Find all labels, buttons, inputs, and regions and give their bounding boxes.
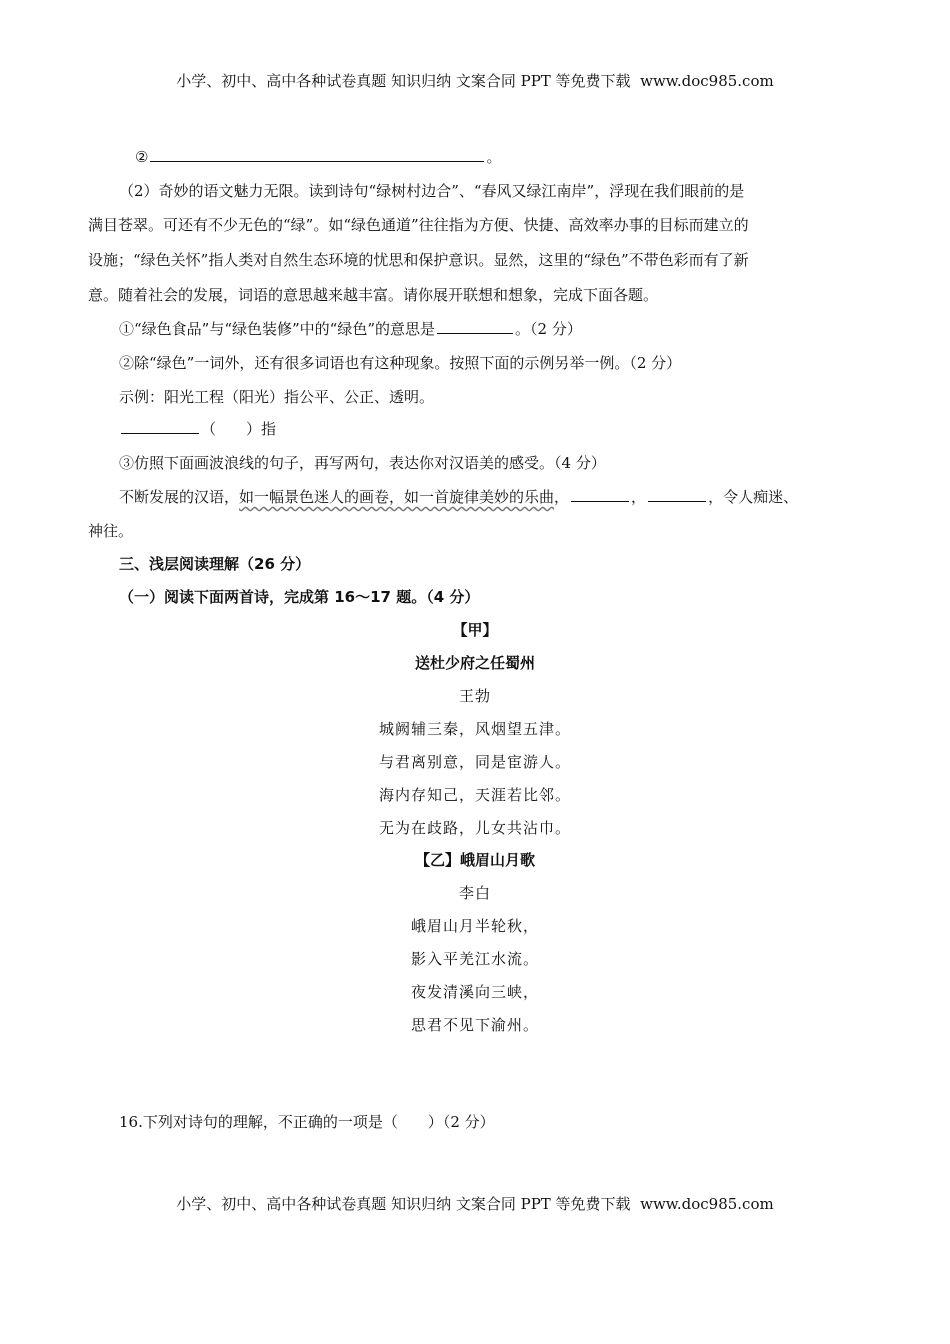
subsection-1-heading: （一）阅读下面两首诗，完成第 16～17 题。（4 分）: [119, 588, 480, 606]
poem-a-tag: 【甲】: [452, 621, 498, 639]
question-16: 16.下列对诗句的理解，不正确的一项是（ ）（2 分）: [119, 1113, 495, 1131]
section-3-heading: 三、浅层阅读理解（26 分）: [119, 555, 311, 573]
fill-blank[interactable]: [121, 418, 199, 434]
poem-b-author: 李白: [458, 884, 491, 902]
q2-num: ②: [135, 148, 149, 166]
answer-blank[interactable]: [150, 146, 484, 162]
header-text: 小学、初中、高中各种试卷真题 知识归纳 文案合同 PPT 等免费下载: [176, 72, 631, 90]
page-footer: [0, 1193, 950, 1214]
sub1-score: 。（2 分）: [515, 320, 582, 338]
poem-b-title: 【乙】峨眉山月歌: [414, 851, 535, 869]
footer-url: www.doc985.com: [640, 1195, 774, 1213]
wavy-sentence: 如一幅景色迷人的画卷，如一首旋律美妙的乐曲: [239, 488, 555, 506]
sub-question-2: ②除“绿色”一词外，还有很多词语也有这种现象。按照下面的示例另举一例。（2 分）: [119, 354, 682, 372]
fill-zhi: 指: [261, 420, 277, 438]
q2-answer-line: [135, 146, 501, 167]
imitate-line2: 神往。: [88, 522, 134, 540]
para2-line1: （2）奇妙的语文魅力无限。读到诗句“绿树村边合”、“春风又绿江南岸”，浮现在我们眼前的是: [119, 182, 745, 200]
footer-text: 小学、初中、高中各种试卷真题 知识归纳 文案合同 PPT 等免费下载: [176, 1195, 631, 1213]
poem-a-line: 与君离别意，同是宦游人。: [378, 753, 571, 771]
imitate-blank-1[interactable]: [571, 486, 629, 502]
imitate-pre: 不断发展的汉语，: [119, 488, 240, 506]
sub1-text: ①“绿色食品”与“绿色装修”中的“绿色”的意思是: [119, 320, 436, 338]
fill-paren: （ ）: [201, 420, 262, 438]
fill-line: [119, 418, 276, 439]
poem-a-line: 无为在歧路，儿女共沾巾。: [378, 819, 571, 837]
imitate-line: [119, 486, 798, 507]
poem-a-author: 王勃: [458, 687, 491, 705]
header-url: www.doc985.com: [640, 72, 774, 90]
imitate-comma: ，: [554, 488, 570, 506]
imitate-comma-2: ，: [631, 488, 647, 506]
imitate-post: ，令人痴迷、: [708, 488, 799, 506]
para2-line2: 满目苍翠。可还有不少无色的“绿”。如“绿色通道”往往指为方便、快捷、高效率办事的目标而建立的: [88, 216, 749, 234]
imitate-blank-2[interactable]: [648, 486, 706, 502]
poem-b-line: 夜发清溪向三峡，: [410, 983, 539, 1001]
poem-a-line: 城阙辅三秦，风烟望五津。: [378, 720, 571, 738]
para2-line3: 设施；“绿色关怀”指人类对自然生态环境的忧思和保护意识。显然，这里的“绿色”不带色彩而有了新: [88, 251, 749, 269]
poem-b-line: 思君不见下渝州。: [410, 1016, 539, 1034]
page-header: [0, 70, 950, 91]
poem-a-line: 海内存知己，天涯若比邻。: [378, 786, 571, 804]
sub-question-3: ③仿照下面画波浪线的句子，再写两句，表达你对汉语美的感受。（4 分）: [119, 454, 606, 472]
poem-b-line: 影入平羌江水流。: [410, 950, 539, 968]
q2-end: 。: [486, 148, 502, 166]
para2-line4: 意。随着社会的发展，词语的意思越来越丰富。请你展开联想和想象，完成下面各题。: [88, 286, 659, 304]
poem-a-title: 送杜少府之任蜀州: [414, 654, 535, 672]
poem-b-line: 峨眉山月半轮秋，: [410, 917, 539, 935]
sub1-blank[interactable]: [437, 318, 513, 334]
example-line: 示例：阳光工程（阳光）指公平、公正、透明。: [119, 388, 435, 406]
sub-question-1: [119, 318, 582, 339]
